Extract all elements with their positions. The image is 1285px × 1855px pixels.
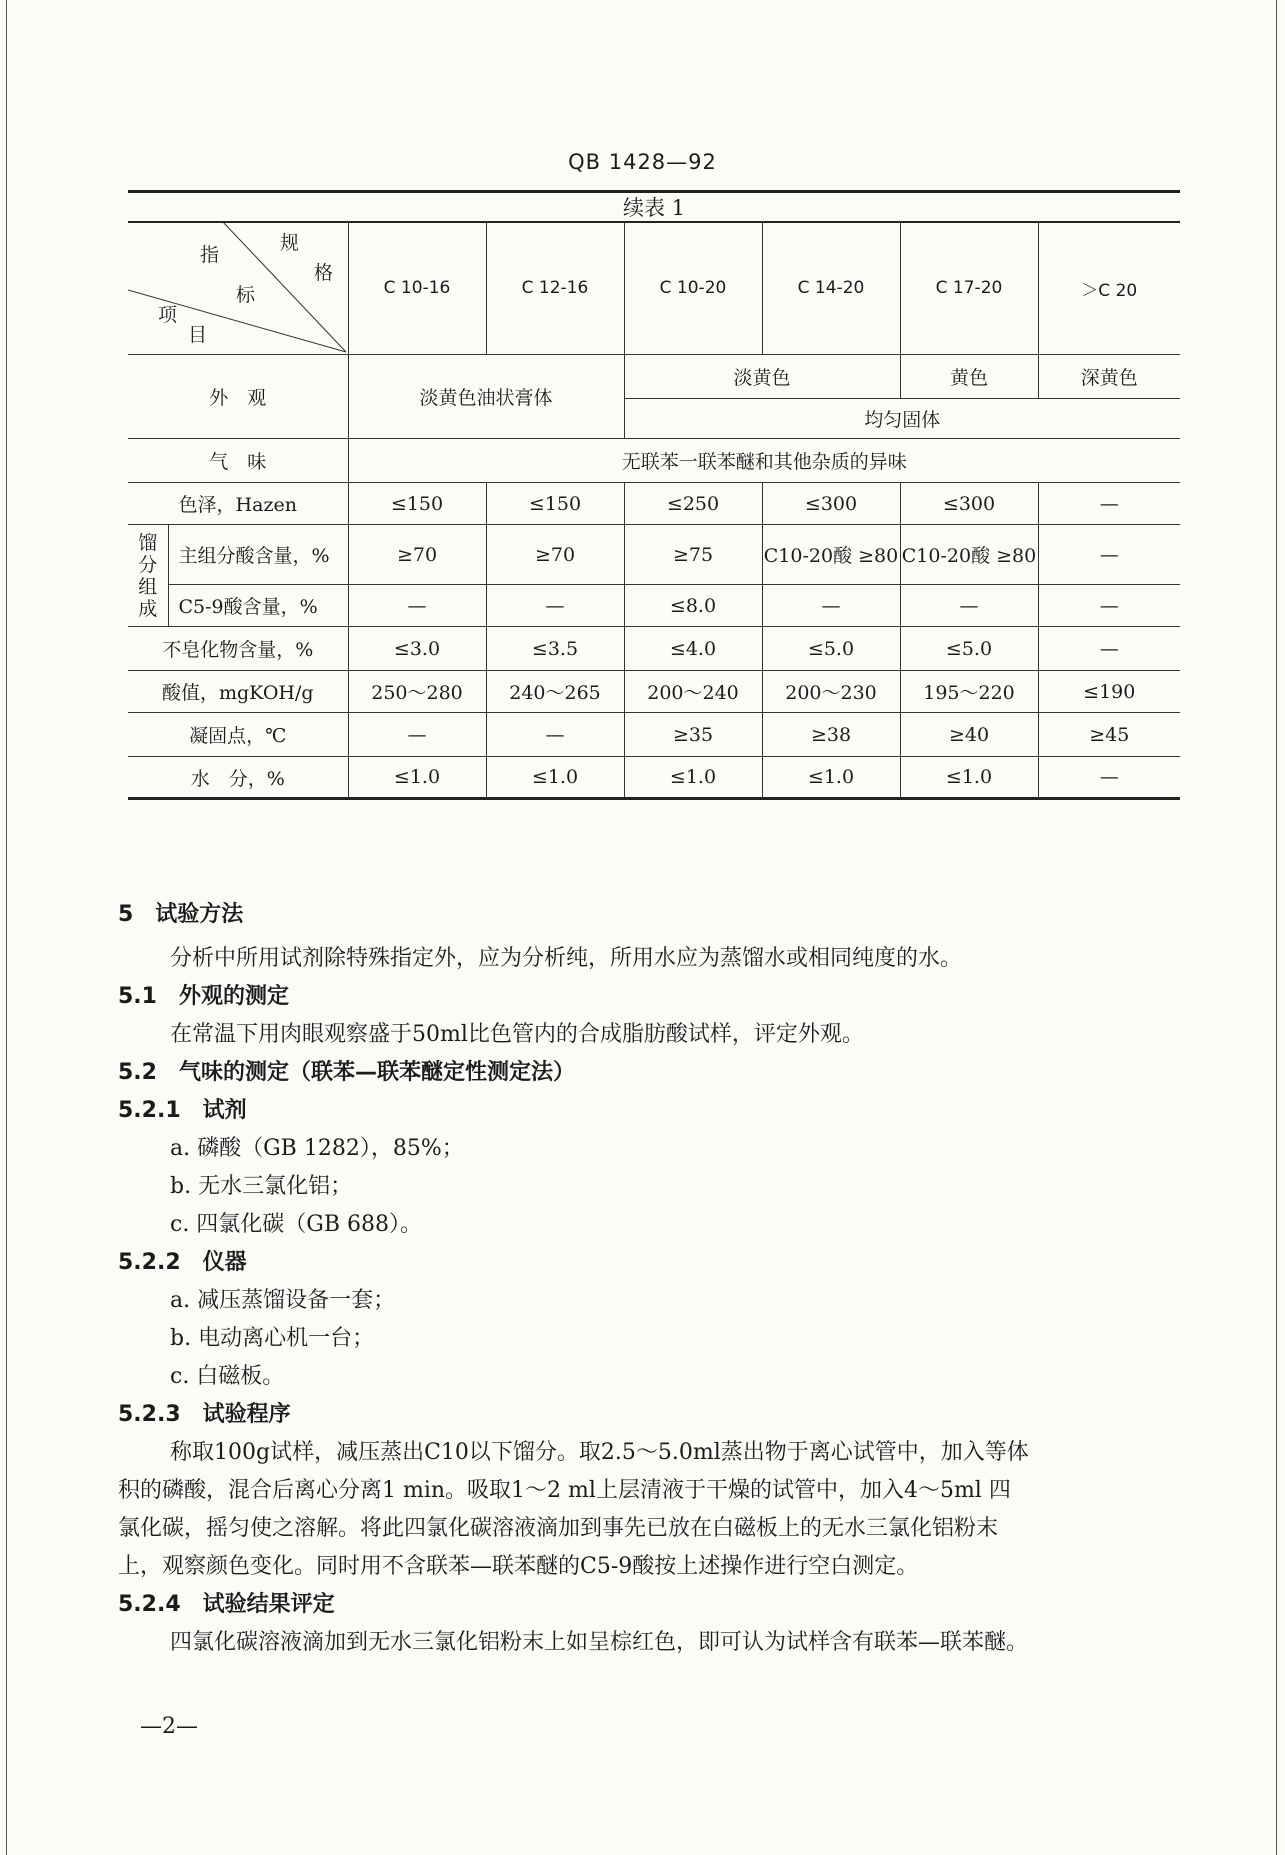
paragraph: 分析中所用试剂除特殊指定外，应为分析纯，所用水应为蒸馏水或相同纯度的水。 bbox=[170, 946, 963, 971]
column-header: C 12-16 bbox=[486, 222, 624, 355]
cell: ≤150 bbox=[486, 483, 624, 525]
corner-label: 指 bbox=[200, 244, 220, 266]
corner-label: 规 bbox=[280, 232, 300, 254]
paragraph: 在常温下用肉眼观察盛于50ml比色管内的合成脂肪酸试样，评定外观。 bbox=[170, 1022, 864, 1047]
scan-right-edge bbox=[1276, 0, 1277, 1855]
column-header: C 14-20 bbox=[762, 222, 900, 355]
cell: ≥75 bbox=[624, 525, 762, 585]
list-item: a. 磷酸（GB 1282），85%； bbox=[170, 1136, 464, 1161]
cell: ≤1.0 bbox=[348, 757, 486, 799]
cell: ≥35 bbox=[624, 713, 762, 757]
table-header-row bbox=[128, 222, 1180, 355]
section-title: 5.2.4 试验结果评定 bbox=[118, 1592, 335, 1617]
list-item: c. 白磁板。 bbox=[170, 1364, 285, 1389]
cell: ≤250 bbox=[624, 483, 762, 525]
cell: ≥70 bbox=[486, 525, 624, 585]
table-row bbox=[128, 439, 1180, 483]
paragraph-line: 氯化碳，摇匀使之溶解。将此四氯化碳溶液滴加到事先已放在白磁板上的无水三氯化铝粉末 bbox=[118, 1516, 999, 1541]
corner-cell bbox=[128, 222, 348, 355]
corner-label: 格 bbox=[314, 262, 334, 284]
column-header: ＞C 20 bbox=[1038, 222, 1180, 355]
table-row bbox=[128, 757, 1180, 799]
cell: ≤3.5 bbox=[486, 627, 624, 671]
cell: — bbox=[348, 585, 486, 627]
cell: ≤190 bbox=[1038, 671, 1180, 713]
standard-code: QB 1428—92 bbox=[568, 150, 717, 174]
cell: — bbox=[1038, 585, 1180, 627]
cell: — bbox=[1038, 757, 1180, 799]
table-row bbox=[128, 525, 1180, 585]
section-title: 5 试验方法 bbox=[118, 902, 244, 927]
table-row bbox=[128, 713, 1180, 757]
cell: — bbox=[1038, 627, 1180, 671]
cell: ≤1.0 bbox=[900, 757, 1038, 799]
cell: 黄色 bbox=[900, 355, 1038, 399]
section-title: 5.2 气味的测定（联苯—联苯醚定性测定法） bbox=[118, 1060, 575, 1085]
corner-label: 目 bbox=[188, 324, 208, 346]
cell: C10-20酸 ≥80 bbox=[762, 525, 900, 585]
cell: — bbox=[348, 713, 486, 757]
scan-left-edge bbox=[6, 0, 7, 1855]
paragraph: 四氯化碳溶液滴加到无水三氯化铝粉末上如呈棕红色，即可认为试样含有联苯—联苯醚。 bbox=[170, 1630, 1029, 1655]
cell: — bbox=[486, 713, 624, 757]
page-number: —2— bbox=[140, 1714, 198, 1739]
corner-label: 项 bbox=[158, 304, 178, 326]
section-title: 5.2.3 试验程序 bbox=[118, 1402, 291, 1427]
cell: 无联苯一联苯醚和其他杂质的异味 bbox=[348, 439, 1180, 483]
table-row bbox=[128, 585, 1180, 627]
row-label: 凝固点，℃ bbox=[128, 713, 348, 757]
cell: ≤1.0 bbox=[762, 757, 900, 799]
paragraph-line: 上，观察颜色变化。同时用不含联苯—联苯醚的C5-9酸按上述操作进行空白测定。 bbox=[118, 1554, 919, 1579]
column-header: C 10-16 bbox=[348, 222, 486, 355]
table-row bbox=[128, 627, 1180, 671]
cell: ≤150 bbox=[348, 483, 486, 525]
row-label: 水 分，% bbox=[128, 757, 348, 799]
paragraph-line: 称取100g试样，减压蒸出C10以下馏分。取2.5～5.0ml蒸出物于离心试管中，加入等体 bbox=[170, 1440, 1029, 1465]
table-row bbox=[128, 483, 1180, 525]
corner-label: 标 bbox=[236, 284, 256, 306]
cell: ≥38 bbox=[762, 713, 900, 757]
cell: ≤3.0 bbox=[348, 627, 486, 671]
row-label: 气 味 bbox=[128, 439, 348, 483]
row-label: 不皂化物含量，% bbox=[128, 627, 348, 671]
group-label: 馏分组成 bbox=[138, 531, 158, 620]
paragraph-line: 积的磷酸，混合后离心分离1 min。吸取1～2 ml上层清液于干燥的试管中，加入4～5ml 四 bbox=[118, 1478, 1011, 1503]
table-caption: 续表 1 bbox=[622, 196, 686, 220]
column-header: C 10-20 bbox=[624, 222, 762, 355]
list-item: b. 电动离心机一台； bbox=[170, 1326, 375, 1351]
cell: 195～220 bbox=[900, 671, 1038, 713]
cell: — bbox=[762, 585, 900, 627]
cell: 200～240 bbox=[624, 671, 762, 713]
cell: — bbox=[1038, 483, 1180, 525]
table-row bbox=[128, 671, 1180, 713]
cell: ≤1.0 bbox=[624, 757, 762, 799]
spec-table bbox=[128, 222, 1180, 800]
cell: ≥70 bbox=[348, 525, 486, 585]
cell: 均匀固体 bbox=[624, 399, 1180, 439]
cell: ≤8.0 bbox=[624, 585, 762, 627]
cell: — bbox=[486, 585, 624, 627]
cell: 250～280 bbox=[348, 671, 486, 713]
cell: — bbox=[900, 585, 1038, 627]
cell: ≤1.0 bbox=[486, 757, 624, 799]
cell: 240～265 bbox=[486, 671, 624, 713]
cell: ≤300 bbox=[762, 483, 900, 525]
section-title: 5.2.1 试剂 bbox=[118, 1098, 247, 1123]
section-title: 5.1 外观的测定 bbox=[118, 984, 289, 1009]
cell: — bbox=[1038, 525, 1180, 585]
table-row bbox=[128, 355, 1180, 399]
cell: 淡黄色油状膏体 bbox=[348, 355, 624, 439]
list-item: c. 四氯化碳（GB 688）。 bbox=[170, 1212, 423, 1237]
section-5 bbox=[118, 896, 1183, 1662]
group-label-cell bbox=[128, 525, 168, 627]
cell: ≤5.0 bbox=[762, 627, 900, 671]
cell: ≤5.0 bbox=[900, 627, 1038, 671]
cell: 200～230 bbox=[762, 671, 900, 713]
row-label: 酸值，mgKOH/g bbox=[128, 671, 348, 713]
cell: ≤4.0 bbox=[624, 627, 762, 671]
cell: ≤300 bbox=[900, 483, 1038, 525]
row-label: 外 观 bbox=[128, 355, 348, 439]
list-item: b. 无水三氯化铝； bbox=[170, 1174, 353, 1199]
cell: ≥40 bbox=[900, 713, 1038, 757]
section-title: 5.2.2 仪器 bbox=[118, 1250, 247, 1275]
cell: 淡黄色 bbox=[624, 355, 900, 399]
column-header: C 17-20 bbox=[900, 222, 1038, 355]
row-label: 色泽，Hazen bbox=[128, 483, 348, 525]
row-label: 主组分酸含量，% bbox=[168, 525, 348, 585]
cell: ≥45 bbox=[1038, 713, 1180, 757]
cell: 深黄色 bbox=[1038, 355, 1180, 399]
cell: C10-20酸 ≥80 bbox=[900, 525, 1038, 585]
row-label: C5-9酸含量，% bbox=[168, 585, 348, 627]
list-item: a. 减压蒸馏设备一套； bbox=[170, 1288, 396, 1313]
